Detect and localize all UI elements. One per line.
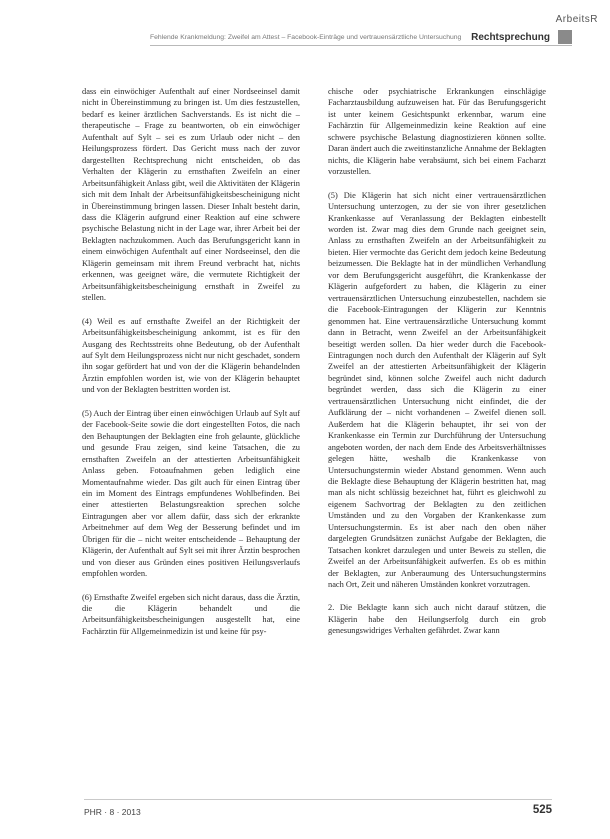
right-column — [328, 86, 546, 649]
paragraph: 2. Die Beklagte kann sich auch nicht darauf stützen, die Klägerin habe den Heilungserfolg durch ein grob genesungswidriges Verhalten gefährdet. Zwar kann — [328, 603, 546, 636]
paragraph: (5) Auch der Eintrag über einen einwöchigen Urlaub auf Sylt auf der Facebook-Seite sowie die dort eingestellten Fotos, die nach den Behauptungen der Beklagten eine froh gelaunte, glückliche und gesunde Frau zeigen, sind keine Tatsachen, die zu ernsthaften Zweifeln an der attestierten Arbeitsunfähigkeit Anlass geben. Fotoaufnahmen geben lediglich eine Momentaufnahme wieder. Das gilt auch für einen Eintrag über ein im Moment des Eintrags empfundenes Wohlbefinden. Bei einer attestierten Belastungsreaktion sprechen solche Eintragungen aber vor allem dafür, dass sich der erkrankte Arbeitnehmer auf dem Weg der Besserung befindet und im Übrigen für die – nicht weiter entscheidende – Behauptung der Klägerin, der Aufenthalt auf Sylt sei mit ihrer Ärztin besprochen und von dieser aus Gründen eines positiven Heilungsverlaufs empfohlen worden. — [82, 408, 300, 579]
page-number: 525 — [532, 804, 552, 816]
header-marker-box — [558, 30, 572, 44]
left-column — [82, 86, 300, 649]
footer-divider — [84, 799, 552, 800]
paragraph: (6) Ernsthafte Zweifel ergeben sich nicht daraus, dass die Ärztin, die die Klägerin behandelt und die Arbeitsunfähigkeitsbescheinigungen ausgestellt hat, eine Fachärztin für Allgemeinmedizin ist und keine für psy- — [82, 592, 300, 636]
paragraph: (4) Weil es auf ernsthafte Zweifel an der Richtigkeit der Arbeitsunfähigkeitsbescheinigung ankommt, ist es für den Ausgang des Rechtsstreits ohne Bedeutung, ob der Aufenthalt auf Sylt dem Heilungsprozess nicht nur nicht geschadet, sondern ihn sogar gefördert hat und von der die Klägerin behandelnden Ärztin empfohlen worden ist, wie von der Klägerin behauptet und von der Beklagten bestritten worden ist. — [82, 316, 300, 395]
running-title: Fehlende Krankmeldung: Zweifel am Attest – Facebook-Einträge und vertrauensärztliche Untersuchung — [150, 34, 462, 41]
paragraph: (5) Die Klägerin hat sich nicht einer vertrauensärztlichen Untersuchung unterzogen, zu der sie von ihrer gesetzlichen Krankenkasse auf Veranlassung der Beklagten einbestellt worden ist. Zwar mag dies dem Grunde nach geeignet sein, Anlass zu ernsthaften Zweifeln an der Arbeitsunfähigkeit zu bieten. Hier vermochte das Gericht dem jedoch keine Bedeutung beizumessen. Die Beklagte hat in der mündlichen Verhandlung vor dem Berufungsgericht ausgeführt, die Krankenkasse der Klägerin aufgefordert zu haben, die Klägerin zu einer vertrauensärztlichen Untersuchung einzubestellen, nachdem sie die Facebook-Eintragungen der Klägerin zur Kenntnis genommen hat. Eine vertrauensärztliche Untersuchung kommt dann in Betracht, wenn Zweifel an der Arbeitsunfähigkeit beseitigt werden sollen. Da hier weder durch die Facebook-Eintragungen noch durch den Aufenthalt der Klägerin auf Sylt Zweifel an der attestierten Arbeitsunfähigkeit der Klägerin begründet sind, können solche Zweifel auch nicht dadurch begründet werden, dass sich die Klägerin zu einer vertrauensärztlichen Untersuchung nicht einfindet, die der Aufklärung der – nicht vorhandenen – Zweifel dienen soll. Außerdem hat die Klägerin behauptet, ihr sei von der Krankenkasse ein Termin zur Durchführung der Untersuchung angeboten worden, der nach dem Ende des Arbeitsverhältnisses gelegen hätte, weshalb die Krankenkasse von Untersuchungstermin wieder Abstand genommen. Wenn auch die Beklagte diese Behauptung der Klägerin bestritten hat, mag man als nicht schlüssig bezeichnet hat, führt es gleichwohl zu eigenem Sachvortrag der Beklagten zu den zeitlichen Umständen und zu den Vorgaben der Krankenkasse zum Untersuchungstermin. Es ist aber nach den oben näher dargelegten Grundsätzen zunächst Aufgabe der Beklagten, die Tatsachen konkret darzulegen und unter Beweis zu stellen, die Zweifel an der Arbeitsunfähigkeit aufwerfen. Es ob es mithin der Beklagten, zur Anberaumung des Untersuchungstermins nach Ort, Zeit und näheren Umständen konkret vorzutragen. — [328, 190, 546, 590]
journal-citation: PHR · 8 · 2013 — [84, 807, 141, 817]
section-label: ArbeitsR — [555, 14, 598, 25]
paragraph: dass ein einwöchiger Aufenthalt auf einer Nordseeinsel damit nicht in Übereinstimmung zu bringen ist. Um dies festzustellen, bedarf es keiner ärztlichen Sachverstands. Es ist nicht die – therapeutische – Frage zu beantworten, ob ein einwöchiger Aufenthalt auf Sylt – sei es zum Urlaub oder nicht – den Heilungsprozess fördert. Das Gericht muss nach der zuvor dargestellten Rechtsprechung nicht entscheiden, ob das Verhalten der Klägerin zu ernsthaften Zweifeln an einer Arbeitsunfähigkeit Anlass gibt, weil die Aktivitäten der Klägerin sich mit dem Inhalt der Arbeitsunfähigkeitsbescheinigung nicht in Übereinstimmung bringen lassen. Dieser Inhalt besteht darin, dass die Klägerin aufgrund einer Reaktion auf eine schwere psychische Belastung nicht in der Lage war, ihrer Arbeit bei der Beklagten nachzukommen. Auch das Berufungsgericht kann in einem einwöchigen Aufenthalt auf einer Nordseeinsel, den die Klägerin gemeinsam mit ihrem Freund verbracht hat, nichts erkennen, was geeignet wäre, die vermutete Richtigkeit der Arbeitsunfähigkeitsbescheinigung ernsthaft in Zweifel zu stellen. — [82, 87, 300, 303]
running-header — [150, 32, 550, 43]
paragraph: chische oder psychiatrische Erkrankungen einschlägige Facharztausbildung aufzuweisen hat. Für das Berufungsgericht ist unter keinem Gesichtspunkt erkennbar, warum eine Fachärztin für Allgemeinmedizin keine Reaktion auf eine schwere psychische Belastung diagnostizieren können sollte. Daran ändert auch die zweitinstanzliche Annahme der Beklagten nichts, die Klägerin habe verabsäumt, sich bei einem Facharzt vorzustellen. — [328, 87, 546, 177]
header-divider — [150, 45, 572, 46]
rubric-label: Rechtsprechung — [471, 32, 550, 43]
